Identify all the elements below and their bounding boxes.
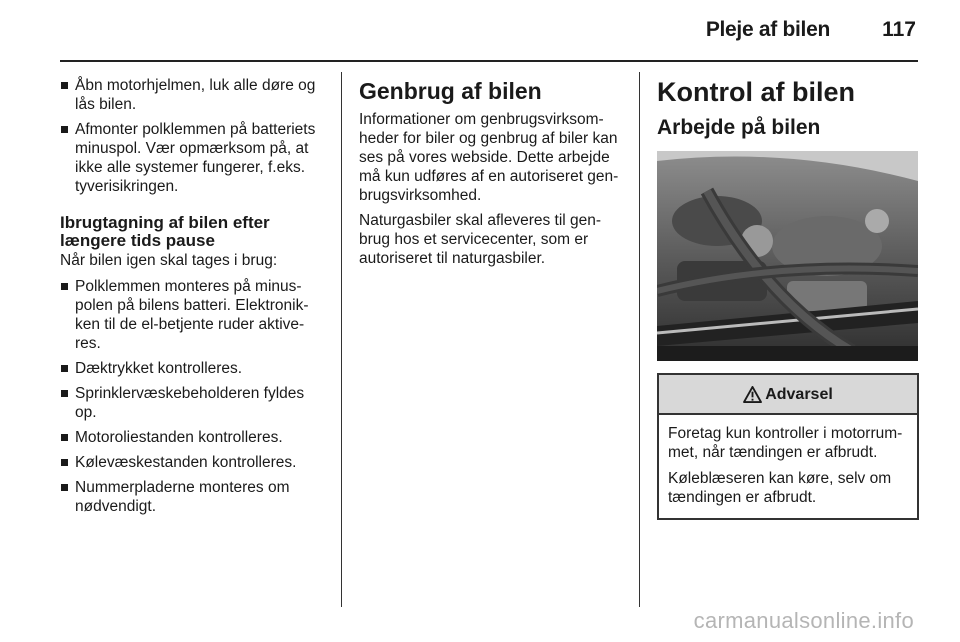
list-item: Dæktrykket kontrolleres. — [60, 359, 328, 378]
list-item: Kølevæskestanden kontrolleres. — [60, 453, 328, 472]
column-divider-2 — [639, 72, 640, 607]
section-title-vehicle-check: Kontrol af bilen — [657, 77, 855, 107]
warning-body — [659, 415, 917, 518]
section-title-recycling: Genbrug af bilen — [359, 78, 542, 104]
intro-text: Når bilen igen skal tages i brug: — [60, 252, 278, 269]
header-rule — [60, 60, 918, 62]
warning-triangle-icon — [743, 386, 762, 403]
paragraph: Informationer om genbrugsvirksom-heder for biler og genbrug af biler kan ses på vores webside. Dette arbejde må kun udføres af en autoriseret gen-brugsvirksomhed. — [359, 111, 619, 204]
engine-bay-photo — [657, 151, 918, 361]
bullet-list-recommissioning — [60, 277, 328, 516]
warning-header — [659, 375, 917, 415]
list-item: Motoroliestanden kontrolleres. — [60, 428, 328, 447]
paragraph: Naturgasbiler skal afleveres til gen-brug hos et servicecenter, som er autoriseret til naturgasbiler. — [359, 212, 602, 267]
page-header-title: Pleje af bilen — [705, 18, 830, 41]
list-item: Polklemmen monteres på minus-polen på bilens batteri. Elektronik-ken til de el-betjente ruder aktive-res. — [60, 277, 328, 353]
warning-box — [657, 373, 919, 520]
list-item: Nummerpladerne monteres om nødvendigt. — [60, 478, 328, 516]
column-middle — [359, 76, 625, 274]
warning-paragraph: Køleblæseren kan køre, selv om tændingen er afbrudt. — [668, 470, 892, 506]
warning-label: Advarsel — [765, 385, 833, 403]
list-item: Afmonter polklemmen på batteriets minuspol. Vær opmærksom på, at ikke alle systemer fungerer, f.eks. tyverisikringen. — [60, 120, 328, 196]
bullet-list-preparation — [60, 76, 328, 196]
subsection-title: Arbejde på bilen — [657, 116, 821, 139]
warning-paragraph: Foretag kun kontroller i motorrum-met, når tændingen er afbrudt. — [668, 425, 903, 461]
list-item: Sprinklervæskebeholderen fyldes op. — [60, 384, 328, 422]
list-item: Åbn motorhjelmen, luk alle døre og lås bilen. — [60, 76, 328, 114]
column-left — [60, 76, 328, 522]
subheading-recommissioning: Ibrugtagning af bilen efter længere tids pause — [60, 213, 270, 250]
watermark-text: carmanualsonline.info — [693, 608, 914, 633]
column-right — [657, 76, 919, 520]
column-divider-1 — [341, 72, 342, 607]
page-number: 117 — [882, 18, 916, 41]
